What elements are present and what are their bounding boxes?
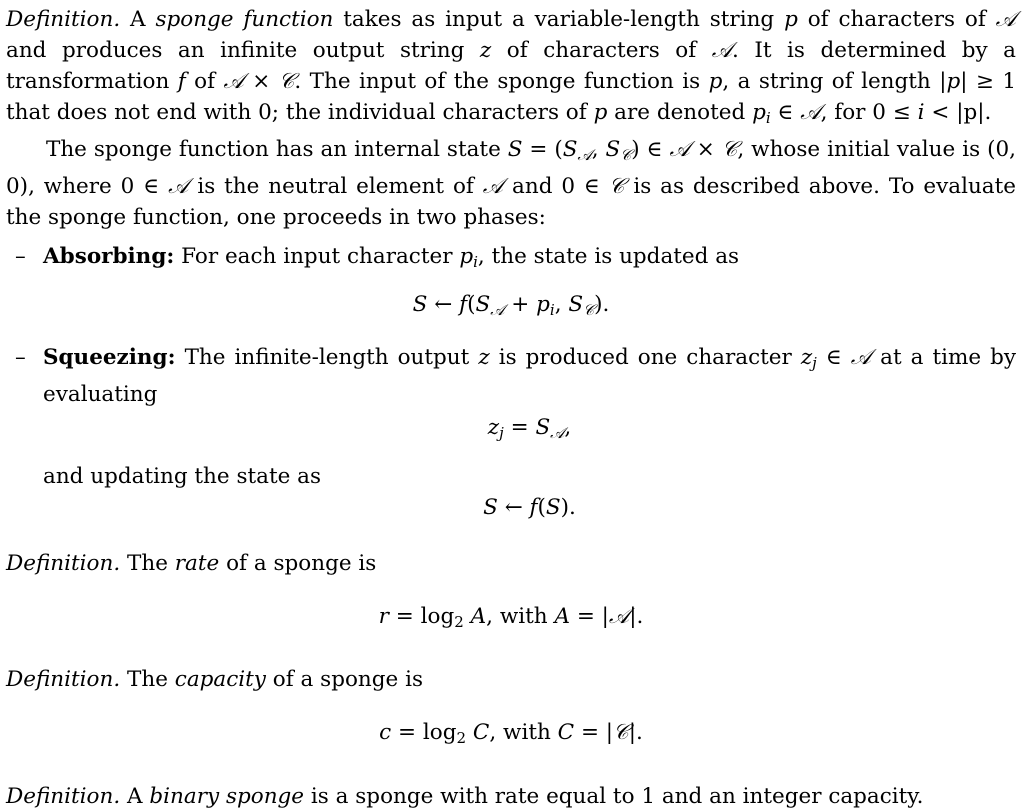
text: The infinite-length output (184, 344, 470, 370)
formula-absorb: S ← $f(S_𝒜 + p_i$, $S_𝒞$). (412, 291, 610, 319)
text: The sponge function has an internal state (46, 137, 501, 163)
text: of characters of (506, 38, 697, 63)
text: is as described above. To evaluate (633, 174, 1016, 200)
text: The (127, 667, 168, 693)
text: of (194, 69, 216, 94)
bullet-label: Absorbing: (43, 244, 175, 270)
text: with 0; the individual characters of (203, 100, 587, 125)
text: (0, 0), where 0 ∈ (6, 137, 1016, 200)
math-A: 𝒜 (711, 38, 733, 63)
definition-capacity (6, 664, 1016, 695)
text: are denoted (614, 100, 746, 125)
definition-rate (6, 548, 1016, 579)
formula-capacity: $c = \log_2 C$, with C = |𝒞|. (379, 720, 643, 748)
text: . The input of the sponge function is (294, 69, 701, 94)
math-A: 𝒜 (995, 7, 1016, 32)
definition-head: Definition. (6, 7, 121, 32)
text: the sponge function, one proceeds in two phases: (6, 205, 546, 231)
math-zj-in-A: $z_j$ ∈ 𝒜 (800, 344, 872, 373)
term-rate: rate (174, 551, 220, 577)
text: is the neutral element of (197, 174, 474, 200)
bullet-dash: – (15, 344, 26, 370)
squeezing-update-text: and updating the state as (43, 464, 321, 490)
text: For each input character (181, 244, 453, 270)
text: produces an infinite output string (61, 38, 465, 63)
text: takes as input a variable-length string (343, 7, 775, 32)
text: , a string of length (722, 69, 931, 94)
math-f: f (177, 69, 186, 94)
math-A: 𝒜 (482, 174, 504, 200)
text: and 0 ∈ (512, 174, 600, 200)
math-abs-p: |p| ≥ (939, 69, 994, 94)
definition-head: Definition. (6, 783, 121, 809)
math-state: $S = (S_𝒜$, $S_𝒞$) ∈ 𝒜 × 𝒞 (507, 137, 738, 165)
text: and (6, 38, 47, 63)
definition-head: Definition. (6, 551, 121, 577)
term-capacity: capacity (174, 667, 266, 693)
bullet-squeezing (6, 342, 1016, 410)
text: of a sponge is (272, 667, 423, 693)
text: , the state is updated as (477, 244, 740, 270)
definition-binary-sponge (6, 781, 1016, 812)
formula-rate: $r = \log_2 A$, with A = |𝒜|. (378, 604, 644, 632)
text: . It is determined by a transformation (6, 38, 1016, 94)
paragraph-internal-state (6, 134, 1016, 233)
text: , for 0 ≤ (820, 100, 911, 125)
text: 1 that does not end (6, 69, 1017, 125)
math-z: z (478, 344, 490, 370)
text: A (130, 7, 156, 32)
text: of a sponge is (226, 551, 377, 577)
formula-output: $z_j = S_𝒜$, (487, 415, 572, 443)
bullet-label: Squeezing: (43, 344, 176, 370)
text: of characters of (807, 7, 986, 32)
formula-update: S ← f(S). (483, 495, 576, 521)
text: evaluating (43, 382, 158, 408)
math-A: 𝒜 (168, 174, 189, 200)
document-page (6, 0, 1016, 812)
definition-head: Definition. (6, 667, 121, 693)
text: < |p|. (931, 100, 992, 125)
bullet-dash: – (15, 244, 26, 270)
math-p: p (593, 100, 608, 125)
definition-sponge-function (6, 0, 1016, 134)
term-sponge-function: sponge function (155, 7, 334, 32)
text: The (127, 551, 168, 577)
math-p: p (784, 7, 798, 32)
text: is produced one character (498, 344, 792, 370)
bullet-absorbing (6, 241, 1016, 278)
math-pi-in-A: $p_i$ ∈ 𝒜 (752, 100, 821, 128)
math-p: p (708, 69, 723, 94)
text: is a sponge with rate equal to 1 and an integer capacity. (310, 783, 924, 809)
math-i: i (917, 100, 925, 125)
text: at a time by (880, 344, 1017, 370)
math-C: 𝒞 (608, 174, 625, 200)
math-pi: $p_i$ (459, 244, 478, 272)
math-z: z (479, 38, 492, 63)
math-AxC: 𝒜 × 𝒞 (223, 69, 295, 94)
text: A (127, 783, 143, 809)
term-binary-sponge: binary sponge (149, 783, 305, 809)
text: , whose initial value is (737, 137, 981, 163)
